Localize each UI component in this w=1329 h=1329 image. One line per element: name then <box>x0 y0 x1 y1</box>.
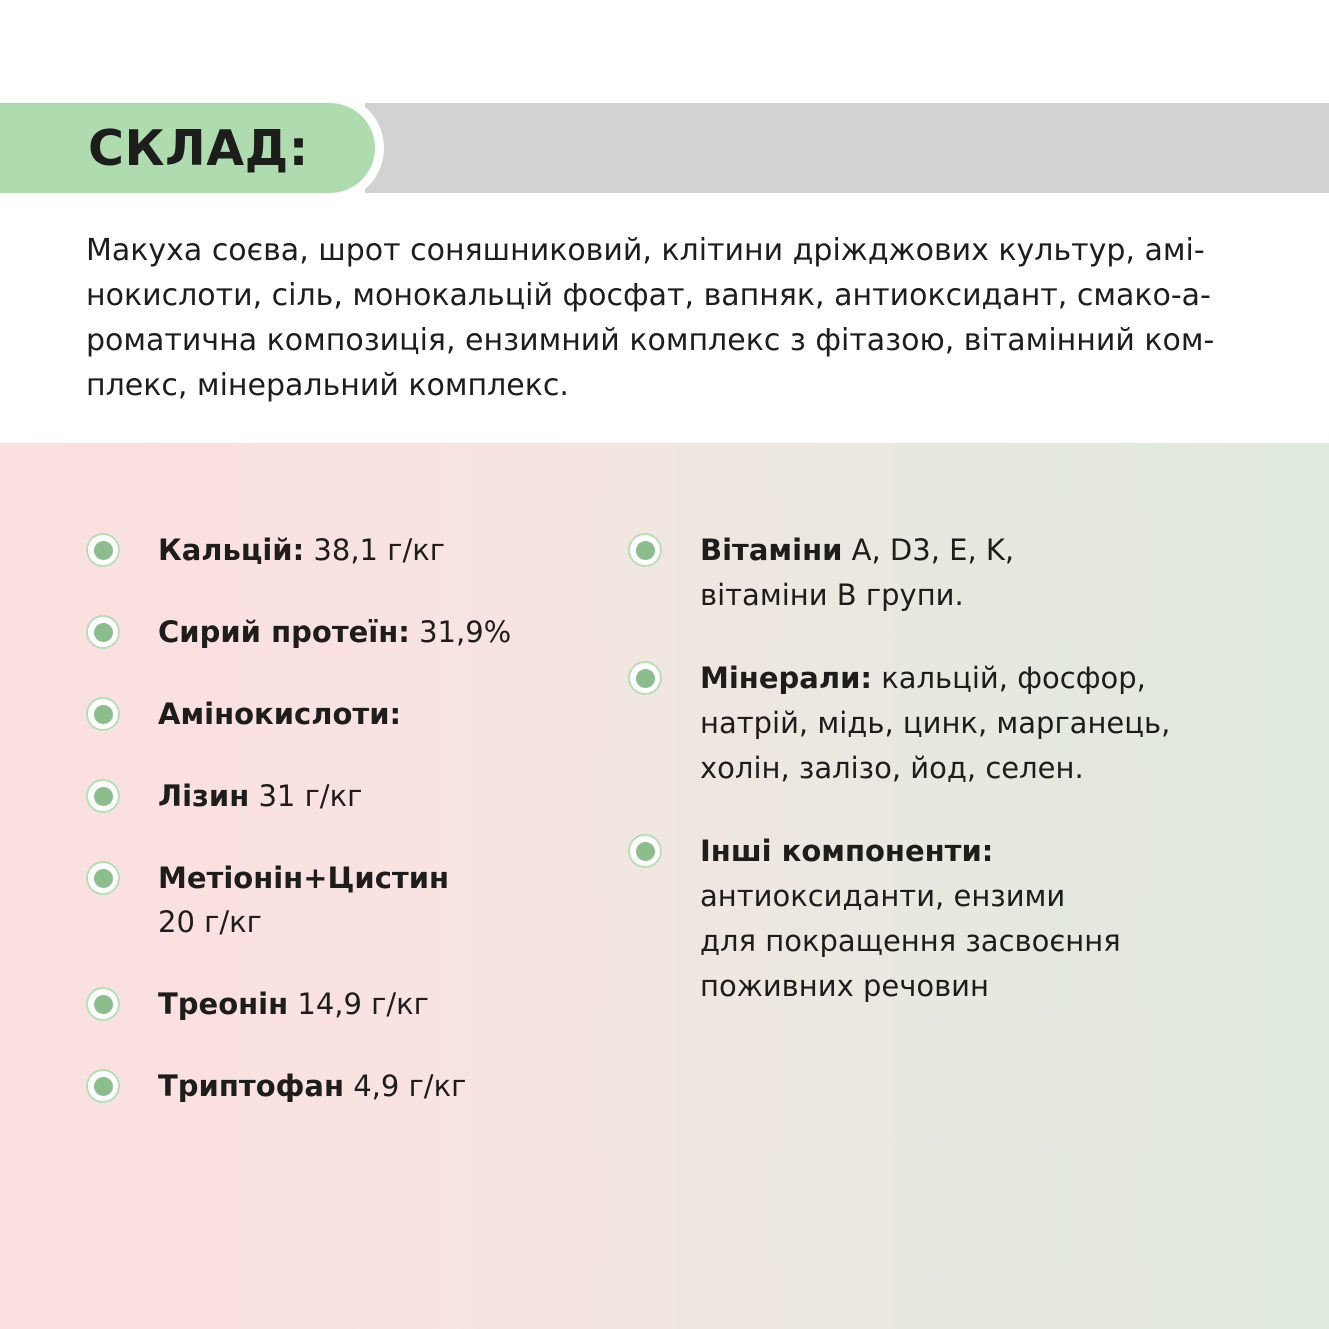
list-item-label: Триптофан <box>158 1069 345 1103</box>
bullet-icon <box>628 661 662 695</box>
list-item <box>628 829 1268 1009</box>
ingredients-line: роматична композиція, ензимний комплекс з фітазою, вітамінний ком- <box>86 323 1215 358</box>
nutrition-left-column <box>86 528 606 1146</box>
ingredients-line: нокислоти, сіль, монокальцій фосфат, вапняк, антиоксидант, смако-а- <box>86 278 1211 313</box>
list-item <box>628 656 1268 791</box>
list-item-value: кальцій, фосфор, натрій, мідь, цинк, марганець, холін, залізо, йод, селен. <box>700 661 1171 785</box>
list-item-text <box>158 692 606 736</box>
list-item-label: Треонін <box>158 987 289 1021</box>
page-title: СКЛАД: <box>88 119 309 177</box>
bullet-icon <box>86 987 120 1021</box>
ingredients-line: плекс, мінеральний комплекс. <box>86 368 569 403</box>
list-item-text <box>158 774 606 818</box>
list-item-value: антиоксиданти, ензими для покращення засвоєння поживних речовин <box>700 879 1121 1003</box>
list-item <box>86 856 606 944</box>
list-item-value: A, D3, E, K, вітаміни B групи. <box>700 533 1015 612</box>
list-item-text <box>158 1064 606 1108</box>
bullet-icon <box>86 861 120 895</box>
list-item-value: 31,9% <box>409 615 512 649</box>
nutrition-right-column <box>628 528 1268 1047</box>
list-item-label: Амінокислоти: <box>158 697 402 731</box>
ingredients-line: Макуха соєва, шрот соняшниковий, клітини дріжджових культур, амі- <box>86 233 1205 268</box>
list-item-value: 31 г/кг <box>249 779 363 813</box>
list-item <box>86 982 606 1026</box>
list-item-label: Мінерали: <box>700 661 872 695</box>
list-item-label: Лізин <box>158 779 250 813</box>
list-item-value: 20 г/кг <box>158 905 262 939</box>
list-item-value: 14,9 г/кг <box>288 987 429 1021</box>
list-item <box>86 692 606 736</box>
list-item <box>86 610 606 654</box>
list-item-label: Вітаміни <box>700 533 843 567</box>
ingredients-paragraph <box>86 228 1246 408</box>
list-item-label: Інші компоненти: <box>700 834 994 868</box>
bullet-icon <box>86 779 120 813</box>
bullet-icon <box>86 1069 120 1103</box>
list-item <box>628 528 1268 618</box>
bullet-icon <box>86 533 120 567</box>
list-item-text <box>700 829 1268 1009</box>
list-item-label: Сирий протеїн: <box>158 615 410 649</box>
list-item-label: Метіонін+Цистин <box>158 861 450 895</box>
list-item-text <box>158 856 606 944</box>
header-band <box>0 103 1329 193</box>
list-item-label: Кальцій: <box>158 533 305 567</box>
list-item-text <box>158 528 606 572</box>
header-gray-bar <box>365 103 1329 193</box>
nutrition-section <box>0 443 1329 1329</box>
bullet-icon <box>86 697 120 731</box>
list-item-text <box>700 656 1268 791</box>
nutrition-columns <box>0 443 1329 1329</box>
list-item-text <box>700 528 1268 618</box>
list-item-value: 4,9 г/кг <box>344 1069 467 1103</box>
list-item <box>86 1064 606 1108</box>
list-item <box>86 528 606 572</box>
list-item <box>86 774 606 818</box>
list-item-value: 38,1 г/кг <box>304 533 445 567</box>
list-item-text <box>158 610 606 654</box>
bullet-icon <box>628 834 662 868</box>
bullet-icon <box>628 533 662 567</box>
list-item-text <box>158 982 606 1026</box>
bullet-icon <box>86 615 120 649</box>
header-pill <box>0 103 375 193</box>
